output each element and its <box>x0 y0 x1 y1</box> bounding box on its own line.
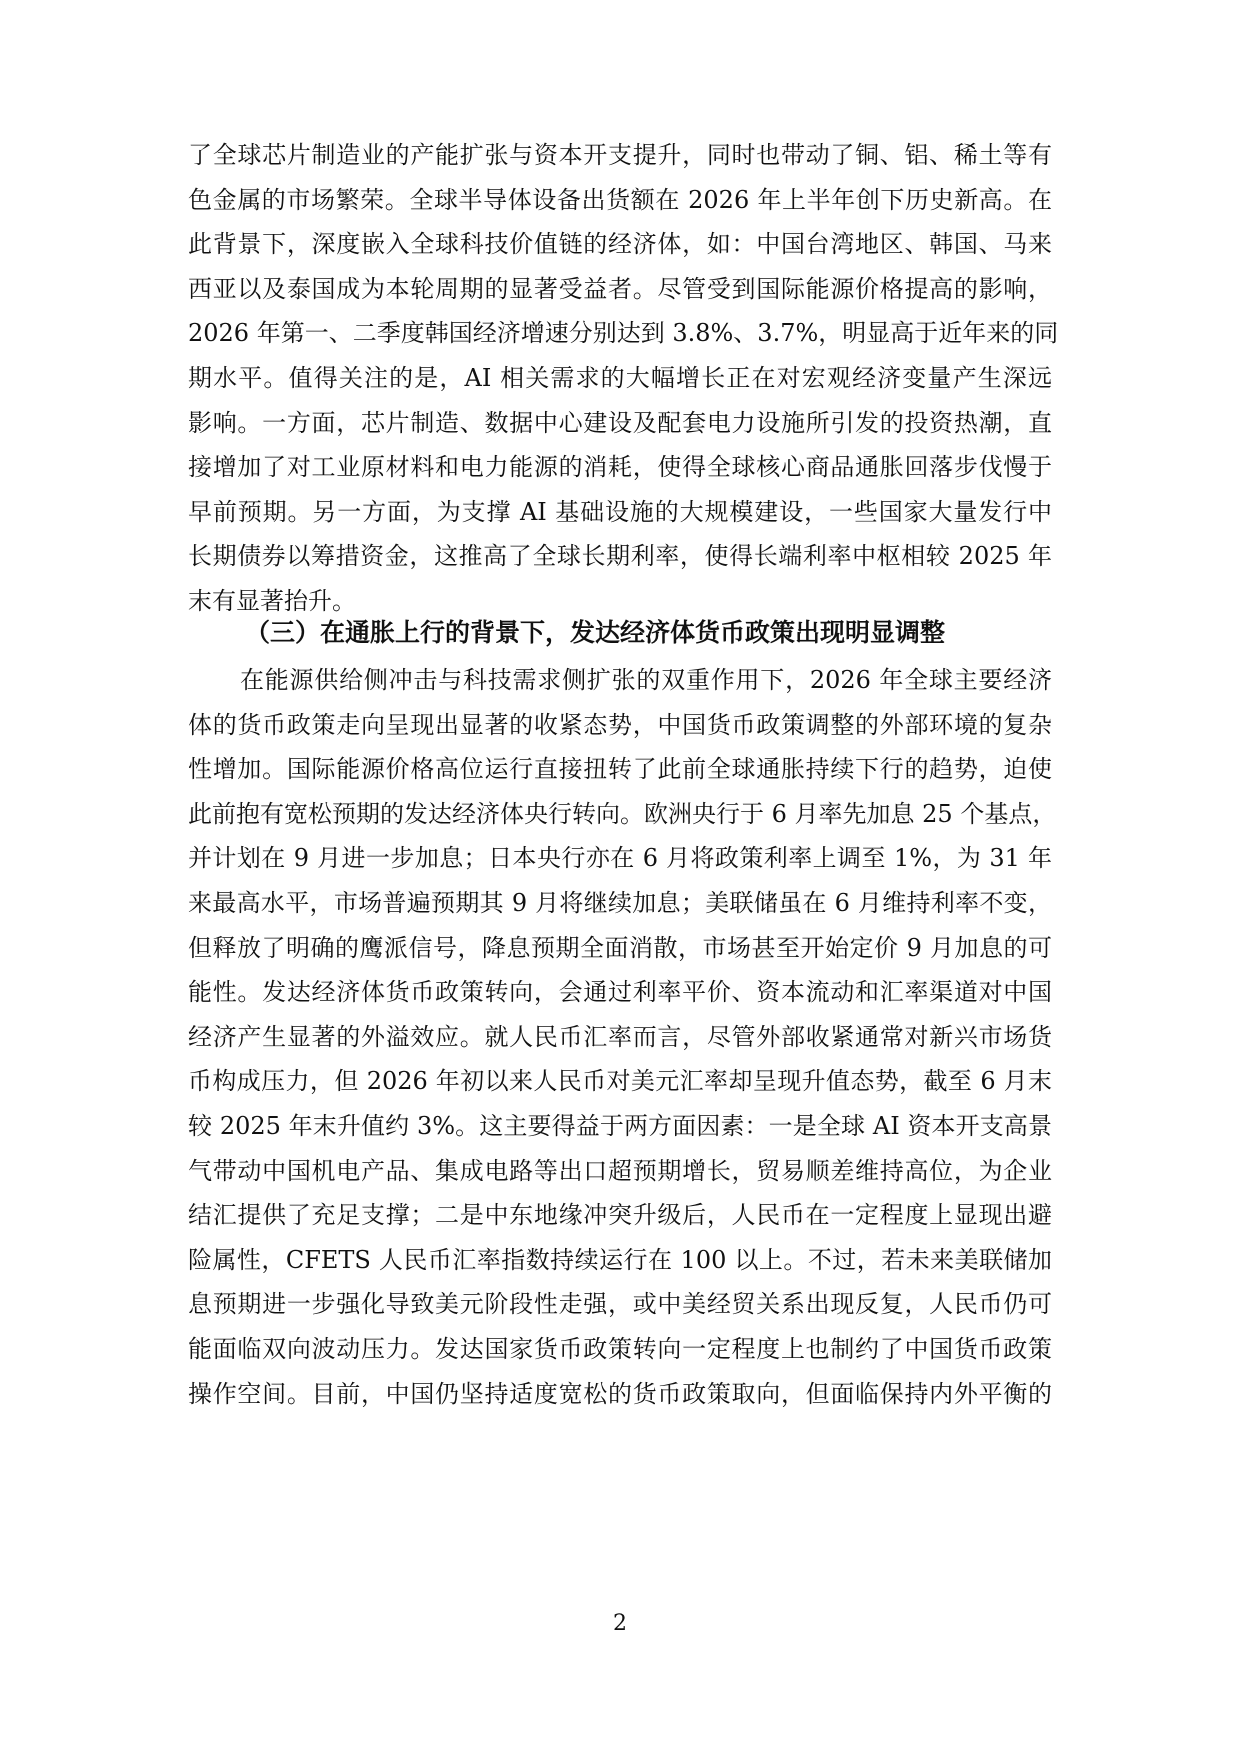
text-line: 但释放了明确的鹰派信号，降息预期全面消散，市场甚至开始定价 9 月加息的可 <box>188 934 1052 962</box>
text-line: 末有显著抬升。 <box>188 587 356 615</box>
page-number: 2 <box>613 1611 627 1636</box>
text-line: 了全球芯片制造业的产能扩张与资本开支提升，同时也带动了铜、铝、稀土等有 <box>188 141 1052 169</box>
text-line: 息预期进一步强化导致美元阶段性走强，或中美经贸关系出现反复，人民币仍可 <box>188 1290 1052 1318</box>
text-line: 险属性，CFETS 人民币汇率指数持续运行在 100 以上。不过，若未来美联储加 <box>188 1246 1052 1274</box>
text-line: 气带动中国机电产品、集成电路等出口超预期增长，贸易顺差维持高位，为企业 <box>188 1157 1052 1185</box>
text-line: 操作空间。目前，中国仍坚持适度宽松的货币政策取向，但面临保持内外平衡的 <box>188 1380 1052 1408</box>
text-line: 并计划在 9 月进一步加息；日本央行亦在 6 月将政策利率上调至 1%，为 31 年 <box>188 844 1052 872</box>
text-line: 色金属的市场繁荣。全球半导体设备出货额在 2026 年上半年创下历史新高。在 <box>188 186 1052 214</box>
text-line: 来最高水平，市场普遍预期其 9 月将继续加息；美联储虽在 6 月维持利率不变， <box>188 889 1052 917</box>
text-line: 早前预期。另一方面，为支撑 AI 基础设施的大规模建设，一些国家大量发行中 <box>188 498 1052 526</box>
text-line: 能面临双向波动压力。发达国家货币政策转向一定程度上也制约了中国货币政策 <box>188 1335 1052 1363</box>
text-line: 经济产生显著的外溢效应。就人民币汇率而言，尽管外部收紧通常对新兴市场货 <box>188 1023 1052 1051</box>
text-line: 结汇提供了充足支撑；二是中东地缘冲突升级后，人民币在一定程度上显现出避 <box>188 1201 1052 1229</box>
text-line: 2026 年第一、二季度韩国经济增速分别达到 3.8%、3.7%，明显高于近年来的同 <box>188 319 1059 347</box>
text-line: 在能源供给侧冲击与科技需求侧扩张的双重作用下，2026 年全球主要经济 <box>240 666 1052 694</box>
text-line: 长期债券以筹措资金，这推高了全球长期利率，使得长端利率中枢相较 2025 年 <box>188 542 1052 570</box>
text-line: 能性。发达经济体货币政策转向，会通过利率平价、资本流动和汇率渠道对中国 <box>188 978 1052 1006</box>
text-line: 较 2025 年末升值约 3%。这主要得益于两方面因素：一是全球 AI 资本开支高景 <box>188 1112 1052 1140</box>
section-heading: （三）在通胀上行的背景下，发达经济体货币政策出现明显调整 <box>245 618 946 647</box>
text-line: 币构成压力，但 2026 年初以来人民币对美元汇率却呈现升值态势，截至 6 月末 <box>188 1067 1052 1095</box>
text-line: 西亚以及泰国成为本轮周期的显著受益者。尽管受到国际能源价格提高的影响， <box>188 275 1052 303</box>
text-line: 此前抱有宽松预期的发达经济体央行转向。欧洲央行于 6 月率先加息 25 个基点， <box>188 800 1057 828</box>
text-line: 接增加了对工业原材料和电力能源的消耗，使得全球核心商品通胀回落步伐慢于 <box>188 453 1052 481</box>
text-line: 影响。一方面，芯片制造、数据中心建设及配套电力设施所引发的投资热潮，直 <box>188 409 1052 437</box>
text-line: 此背景下，深度嵌入全球科技价值链的经济体，如：中国台湾地区、韩国、马来 <box>188 230 1052 258</box>
text-line: 体的货币政策走向呈现出显著的收紧态势，中国货币政策调整的外部环境的复杂 <box>188 711 1052 739</box>
text-line: 期水平。值得关注的是，AI 相关需求的大幅增长正在对宏观经济变量产生深远 <box>188 364 1052 392</box>
text-line: 性增加。国际能源价格高位运行直接扭转了此前全球通胀持续下行的趋势，迫使 <box>188 755 1052 783</box>
